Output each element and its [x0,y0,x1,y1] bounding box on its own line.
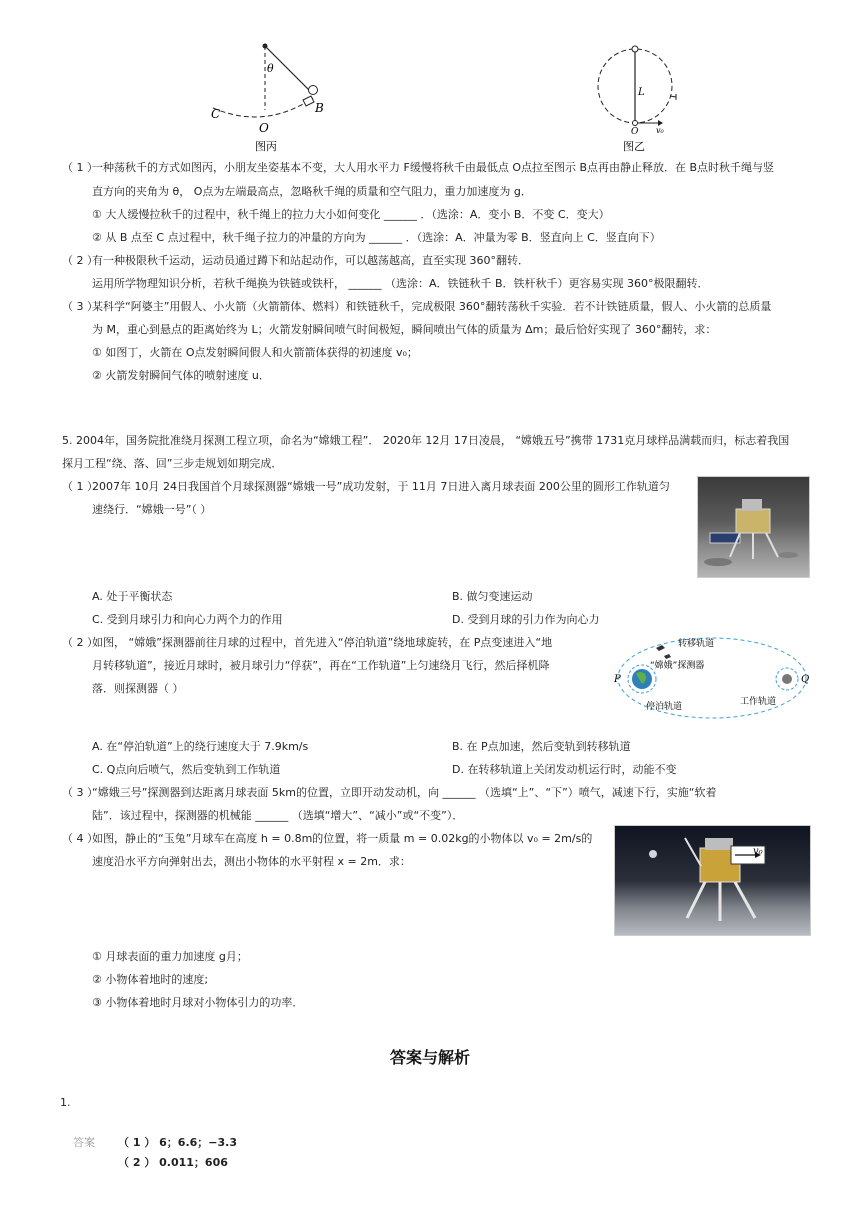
transfer-orbit-label: 转移轨道 [678,639,715,649]
lander-leg-2 [766,533,778,557]
q5-part4-line1: 如图，静止的“玉兔”月球车在高度 h = 0.8m的位置，将一质量 m = 0.02kg的小物体以 v₀ = 2m/s的 [92,832,593,845]
probe-label: “嫦娥”探测器 [650,661,705,671]
q4-sub4: ② 火箭发射瞬间气体的喷射速度 u． [92,369,270,382]
q5-part1-number: （ 1 ） [62,480,98,493]
q5-p2-option-b: B. 在 P点加速，然后变轨到转移轨道 [452,740,631,753]
q5-intro-line2: 探月工程“绕、落、回”三步走规划如期完成． [62,457,283,470]
q5-part3-line2: 陆”．该过程中，探测器的机械能 ______ （选填“增大”、“减小”或“不变”）． [92,809,464,822]
q5-p1-option-d: D. 受到月球的引力作为向心力 [452,613,600,626]
q5-p1-option-b: B. 做匀变速运动 [452,590,533,603]
bottom-point [633,121,638,126]
rover-v0-label: v₀ [753,846,763,857]
q5-part3-number: （ 3 ） [62,786,98,799]
label-o: O [259,121,269,135]
q5-p4-sub2: ② 小物体着地时的速度; [92,973,209,986]
rover-top [705,838,733,850]
q5-p2-option-d: D. 在转移轨道上关闭发动机运行时，动能不变 [452,763,677,776]
q5-p4-sub1: ① 月球表面的重力加速度 g月； [92,950,248,963]
rover-leg [687,882,705,918]
answer-label: 答案 [73,1136,95,1149]
q5-part2-line3: 落．则探测器（ ） [92,682,184,695]
answers-title: 答案与解析 [390,1048,471,1067]
q5-part2-number: （ 2 ） [62,636,98,649]
label-b: B [315,101,324,115]
label-l: L [638,87,645,98]
lander-body [736,509,770,533]
q4-part1-number: （ 1 ） [62,161,98,174]
lander-photo [697,476,810,578]
q4-part3-line2: 为 M，重心到悬点的距离始终为 L；火箭发射瞬间喷气时间极短，瞬间喷出气体的质量为 Δm；最后恰好实现了 360°翻转，求： [92,323,717,336]
q5-intro-line1: 5. 2004年，国务院批准绕月探测工程立项，命名为“嫦娥工程”． 2020年 12月 17日凌晨， “嫦娥五号”携带 1731克月球样品满载而归，标志着我国 [62,434,790,447]
q5-part4-number: （ 4 ） [62,832,98,845]
caption-bing: 图丙 [255,140,277,153]
caption-yi: 图乙 [623,140,645,153]
q4-part2-line2: 运用所学物理知识分析，若秋千绳换为铁链或铁杆， ______ （选涂：A．铁链秋千 B．铁杆秋千）更容易实现 360°极限翻转． [92,277,709,290]
q5-p1-option-a: A. 处于平衡状态 [92,590,173,603]
rover-arm [685,838,701,866]
q5-part2-line1: 如图， “嫦娥”探测器前往月球的过程中，首先进入“停泊轨道”绕地球旋转，在 P点变速进入“地 [92,636,553,649]
q4-sub3: ① 如图丁，火箭在 O点发射瞬间假人和火箭箭体获得的初速度 v₀； [92,346,418,359]
top-point [632,46,638,52]
moon [782,674,792,684]
label-c: C [211,107,221,121]
crater-2 [778,552,798,558]
lander-top [742,499,762,511]
q4-part3-line1: 某科学“阿婆主”用假人、小火箭（火箭箭体、燃料）和铁链秋千，完成极限 360°翻转荡秋千实验．若不计铁链质量，假人、小火箭的总质量 [92,300,772,313]
probe-icon [656,645,665,651]
q5-part4-line2: 速度沿水平方向弹射出去，测出小物体的水平射程 x = 2m．求： [92,855,411,868]
answer-part1: （ 1 ） 6；6.6；−3.3 [118,1136,237,1149]
answer-number: 1. [60,1096,71,1109]
point-q-label: Q [801,674,810,685]
q5-p1-option-c: C. 受到月球引力和向心力两个力的作用 [92,613,283,626]
q4-part1-line1: 一种荡秋千的方式如图丙，小朋友坐姿基本不变，大人用水平力 F缓慢将秋千由最低点 O点拉至图示 B点再由静止释放．在 B点时秋千绳与竖 [92,161,775,174]
rover-leg-2 [735,882,755,918]
q5-p2-option-c: C. Q点向后喷气，然后变轨到工作轨道 [92,763,281,776]
work-orbit-label: 工作轨道 [740,697,777,707]
orbit-diagram [612,632,812,724]
q4-part2-line1: 有一种极限秋千运动，运动员通过蹲下和站起动作，可以越荡越高，直至实现 360°翻转． [92,254,529,267]
point-p-label: P [614,674,621,685]
earth-in-sky [649,850,657,858]
q5-part1-line2: 速绕行．“嫦娥一号”（ ） [92,503,212,516]
swing-arc [213,98,313,117]
theta-label: θ [267,62,274,75]
q4-sub1: ① 大人缓慢拉秋千的过程中，秋千绳上的拉力大小如何变化 ______ ．（选涂：A．变小 B．不变 C．变大） [92,208,610,221]
child-body [303,96,314,106]
probe-icon-2 [664,654,671,659]
figure-yi-circle [590,38,700,153]
tick-mark-2 [670,96,676,97]
rover-illustration [615,826,810,935]
label-o-yi: O [631,127,639,137]
lander-illustration [698,477,809,577]
crater [704,558,732,566]
q5-part3-line1: “嫦娥三号”探测器到达距离月球表面 5km的位置，立即开动发动机，向 ______ （选填“上”、“下”）喷气，减速下行，实施“软着 [92,786,717,799]
parking-orbit-label: 停泊轨道 [646,702,683,712]
q5-part1-line1: 2007年 10月 24日我国首个月球探测器“嫦娥一号”成功发射，于 11月 7日进入离月球表面 200公里的圆形工作轨道匀 [92,480,670,493]
q4-part3-number: （ 3 ） [62,300,98,313]
pivot-point [263,44,268,49]
rover-photo [614,825,811,936]
q4-part2-number: （ 2 ） [62,254,98,267]
q4-sub2: ② 从 B 点至 C 点过程中，秋千绳子拉力的冲量的方向为 ______ ．（选涂：A．冲量为零 B．竖直向上 C．竖直向下） [92,231,661,244]
child-head [309,86,318,95]
label-v0-yi: v₀ [656,126,664,135]
q5-p4-sub3: ③ 小物体着地时月球对小物体引力的功率． [92,996,304,1009]
q4-part1-line2: 直方向的夹角为 θ， O点为左端最高点，忽略秋千绳的质量和空气阻力，重力加速度为 g． [92,185,532,198]
q5-p2-option-a: A. 在“停泊轨道”上的绕行速度大于 7.9km/s [92,740,309,753]
q5-part2-line2: 月转移轨道”，接近月球时，被月球引力“俘获”，再在“工作轨道”上匀速绕月飞行，然后择机降 [92,659,550,672]
figure-bing-swing [195,38,340,153]
answer-part2: （ 2 ） 0.011；606 [118,1156,228,1169]
